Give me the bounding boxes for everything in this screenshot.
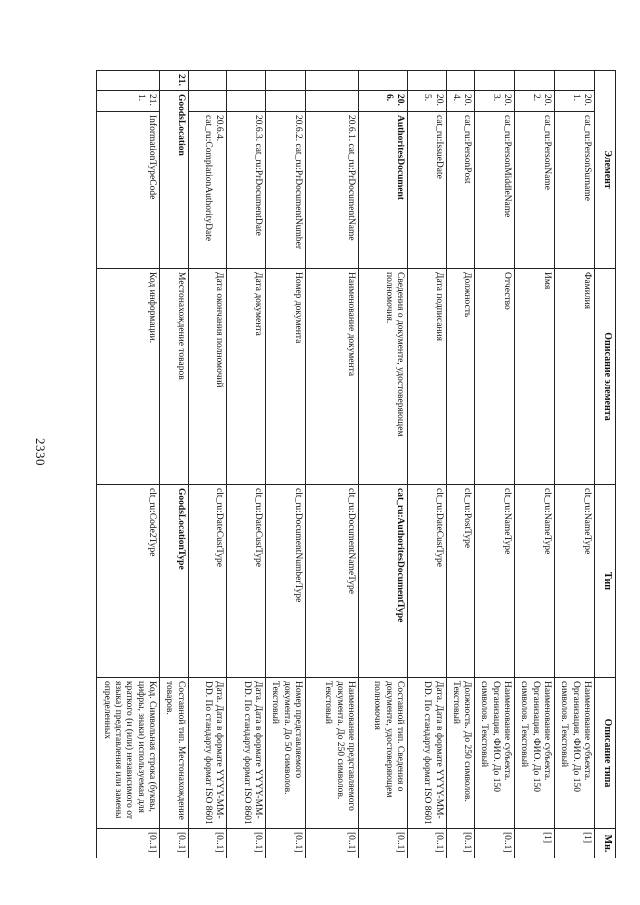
type-description: Код. Символьная строка (буквы, цифры, знаки) используемая для краткого (и (или) независимого от языка) представления или замены определенных — [97, 678, 160, 829]
table-row — [97, 71, 160, 859]
element-name: GoodsLocation — [160, 91, 188, 269]
element-description: Дата документа — [227, 269, 266, 485]
outer-number-cell — [407, 71, 446, 91]
element-description: Фамилия — [555, 269, 595, 485]
row-number: 20.2. — [515, 91, 555, 112]
outer-number-cell — [97, 71, 160, 91]
element-name — [227, 112, 266, 269]
element-description: Местонахождение товаров — [160, 269, 188, 485]
multiplicity: [0..1] — [160, 829, 188, 858]
header-type-desc: Описание типа — [595, 678, 616, 829]
outer-number-cell — [555, 71, 595, 91]
sub-row-number: 20.6.1. — [345, 115, 356, 142]
type-description: Должность. До 250 символов. Текстовый — [446, 678, 475, 829]
type-description: Дата. Дата в формате YYYY-MM-DD. По стандарту формат ISO 8601 — [227, 678, 266, 829]
multiplicity: [0..1] — [188, 829, 227, 858]
element-type: clt_ru:DateCustType — [188, 485, 227, 678]
element-type: clt_ru:DocumentNumberType — [266, 485, 306, 678]
row-number: 21. — [160, 71, 188, 91]
rotated-table-area — [96, 70, 616, 858]
table-row — [515, 71, 555, 859]
row-number: 20.6. — [358, 91, 407, 112]
element-description: Код информации. — [97, 269, 160, 485]
indent-cell — [227, 91, 266, 112]
header-type: Тип — [595, 485, 616, 678]
multiplicity: [0..1] — [97, 829, 160, 858]
sub-row-number: 20.6.3. — [253, 115, 264, 142]
table-row — [407, 71, 446, 859]
outer-number-cell — [305, 71, 358, 91]
indent-cell — [266, 91, 306, 112]
type-description: Дата. Дата в формате YYYY-MM-DD. По стандарту формат ISO 8601 — [188, 678, 227, 829]
sub-element-name: cat_ru:PrDocumentNumber — [292, 143, 303, 250]
element-name: cat_ru:PersonPost — [446, 112, 475, 269]
outer-number-cell — [188, 71, 227, 91]
multiplicity: [0..1] — [475, 829, 515, 858]
header-element: Элемент — [595, 71, 616, 269]
element-name: cat_ru:PersonSurname — [555, 112, 595, 269]
table-row — [358, 71, 407, 859]
element-type: clt_ru:DateCustType — [227, 485, 266, 678]
element-name — [305, 112, 358, 269]
element-description: Номер документа — [266, 269, 306, 485]
type-description: Наименование субъекта. Организация, ФИО. До 150 символов. Текстовый — [475, 678, 515, 829]
table-row — [475, 71, 515, 859]
sub-element-name: cat_ru:ComplationAuthorityDate — [202, 115, 213, 242]
type-description: Дата. Дата в формате YYYY-MM-DD. По стандарту формат ISO 8601 — [407, 678, 446, 829]
element-description: Дата окончания полномочий — [188, 269, 227, 485]
element-name — [266, 112, 306, 269]
outer-number-cell — [515, 71, 555, 91]
sub-row-number: 20.6.4. — [214, 115, 225, 142]
sub-row-number: 20.6.2. — [292, 115, 303, 142]
element-name: cat_ru:IssueDate — [407, 112, 446, 269]
type-description: Составной тип. Местонахождение товаров. — [160, 678, 188, 829]
element-type: cat_ru:AuthoritesDocumentType — [358, 485, 407, 678]
outer-number-cell — [358, 71, 407, 91]
sub-element-name: cat_ru:PrDocumentName — [345, 143, 356, 241]
element-name: cat_ru:PersonName — [515, 112, 555, 269]
type-description: Наименование субъекта. Организация, ФИО. До 150 символов. Текстовый — [555, 678, 595, 829]
element-type: clt_ru:DocumentNameType — [305, 485, 358, 678]
element-type: clt_ru:Code2Type — [97, 485, 160, 678]
type-description: Наименование представляемого документа. До 250 символов. Текстовый — [305, 678, 358, 829]
multiplicity: [0..1] — [305, 829, 358, 858]
element-name — [188, 112, 227, 269]
element-description: Отчество — [475, 269, 515, 485]
element-type: clt_ru:PostType — [446, 485, 475, 678]
element-description: Должность — [446, 269, 475, 485]
element-type: clt_ru:DateCustType — [407, 485, 446, 678]
table-row — [160, 71, 188, 859]
element-description: Сведения о документе, удостоверяющем полномочия. — [358, 269, 407, 485]
row-number: 20.3. — [475, 91, 515, 112]
element-name: AuthoritesDocument — [358, 112, 407, 269]
multiplicity: [0..1] — [407, 829, 446, 858]
element-type: clt_ru:NameType — [515, 485, 555, 678]
header-min: Мн. — [595, 829, 616, 858]
outer-number-cell — [266, 71, 306, 91]
row-number: 21.1. — [97, 91, 160, 112]
row-number: 20.5. — [407, 91, 446, 112]
table-row — [305, 71, 358, 859]
outer-number-cell — [475, 71, 515, 91]
row-number: 20.1. — [555, 91, 595, 112]
element-description: Наименование документа — [305, 269, 358, 485]
multiplicity: [0..1] — [266, 829, 306, 858]
outer-number-cell — [227, 71, 266, 91]
type-description: Наименование субъекта. Организация, ФИО. До 150 символов. Текстовый — [515, 678, 555, 829]
row-number: 20.4. — [446, 91, 475, 112]
table-row — [446, 71, 475, 859]
multiplicity: [1] — [555, 829, 595, 858]
element-name: InformationTypeCode — [97, 112, 160, 269]
outer-number-cell — [446, 71, 475, 91]
multiplicity: [1] — [515, 829, 555, 858]
type-description: Составной тип. Сведения о документе, удостоверяющем полномочия — [358, 678, 407, 829]
element-description: Дата подписания — [407, 269, 446, 485]
element-type: clt_ru:NameType — [555, 485, 595, 678]
specification-table — [96, 70, 616, 858]
table-row — [188, 71, 227, 859]
page-number: 2330 — [33, 438, 48, 466]
table-row — [555, 71, 595, 859]
element-type: clt_ru:NameType — [475, 485, 515, 678]
element-type: GoodsLocationType — [160, 485, 188, 678]
multiplicity: [0..1] — [446, 829, 475, 858]
multiplicity: [0..1] — [358, 829, 407, 858]
header-element-desc: Описание элемента — [595, 269, 616, 485]
table-row — [227, 71, 266, 859]
element-description: Имя — [515, 269, 555, 485]
indent-cell — [305, 91, 358, 112]
indent-cell — [188, 91, 227, 112]
sub-element-name: cat_ru:PrDocumentDate — [253, 143, 264, 236]
type-description: Номер представляемого документа. До 50 символов. Текстовый — [266, 678, 306, 829]
multiplicity: [0..1] — [227, 829, 266, 858]
element-name: cat_ru:PersonMiddleName — [475, 112, 515, 269]
table-row — [266, 71, 306, 859]
table-header-row — [595, 71, 616, 859]
